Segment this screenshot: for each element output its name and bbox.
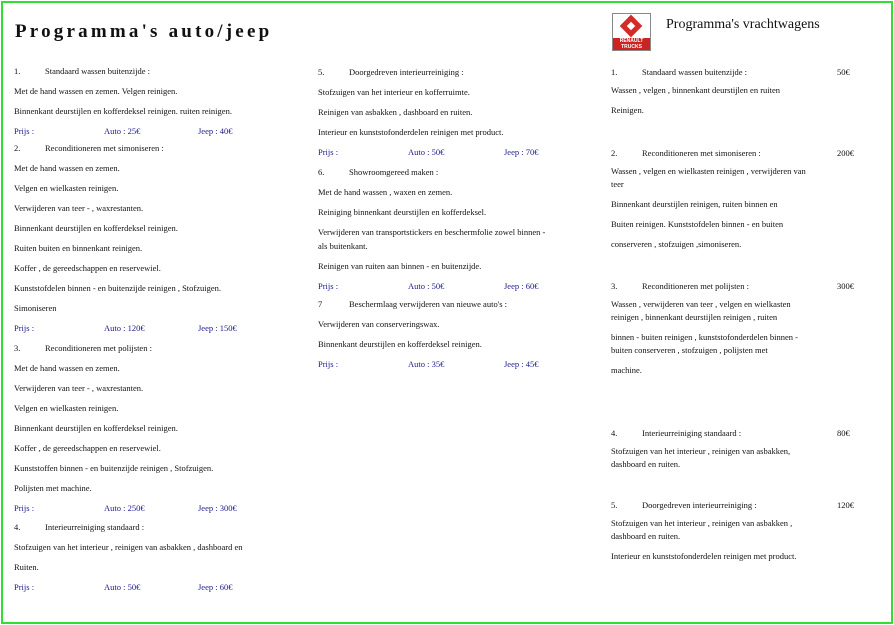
price-jeep: Jeep : 150€ (198, 323, 237, 333)
section-line: Reiniging binnenkant deurstijlen en kofferdeksel. (318, 207, 487, 217)
section-number: 2. (611, 148, 618, 158)
price-auto: Auto : 250€ (104, 503, 145, 513)
prijs-label: Prijs : (318, 147, 339, 157)
section-title: Reconditioneren met simoniseren : (642, 148, 761, 158)
section-line: Buiten reinigen. Kunststofdelen binnen - en buiten (611, 219, 784, 229)
section-line: Verwijderen van conserveringswax. (318, 319, 440, 329)
truck-price: 120€ (837, 500, 854, 510)
section-number: 4. (14, 522, 21, 532)
section-line: Verwijderen van teer - , waxrestanten. (14, 203, 144, 213)
section-line: Binnenkant deurstijlen en kofferdeksel reinigen. (14, 423, 178, 433)
section-line: Kunststoffen binnen - en buitenzijde reinigen , Stofzuigen. (14, 463, 214, 473)
price-auto: Auto : 35€ (408, 359, 445, 369)
price-jeep: Jeep : 40€ (198, 126, 233, 136)
price-auto: Auto : 25€ (104, 126, 141, 136)
prijs-label: Prijs : (14, 582, 35, 592)
section-line: Interieur en kunststofonderdelen reinigen met product. (318, 127, 504, 137)
section-title: Beschermlaag verwijderen van nieuwe auto's : (349, 299, 508, 309)
section-line: reinigen , binnenkant deurstijlen reinigen , ruiten (611, 312, 778, 322)
section-title: Standaard wassen buitenzijde : (45, 66, 151, 76)
price-jeep: Jeep : 60€ (198, 582, 233, 592)
section-title: Reconditioneren met polijsten : (45, 343, 152, 353)
section-title: Reconditioneren met polijsten : (642, 281, 749, 291)
section-line: Verwijderen van teer - , waxrestanten. (14, 383, 144, 393)
section-title: Doorgedreven interieurreiniging : (349, 67, 464, 77)
price-auto: Auto : 50€ (104, 582, 141, 592)
section-line: dashboard en ruiten. (611, 459, 681, 469)
section-line: Velgen en wielkasten reinigen. (14, 403, 119, 413)
section-number: 2. (14, 143, 21, 153)
logo-text: RENAULT TRUCKS (613, 38, 650, 50)
price-jeep: Jeep : 60€ (504, 281, 539, 291)
section-line: Ruiten buiten en binnenkant reinigen. (14, 243, 143, 253)
prijs-label: Prijs : (318, 281, 339, 291)
price-jeep: Jeep : 45€ (504, 359, 539, 369)
section-number: 7 (318, 299, 323, 309)
section-line: Koffer , de gereedschappen en reservewiel. (14, 443, 161, 453)
section-line: Stofzuigen van het interieur en kofferruimte. (318, 87, 470, 97)
section-number: 3. (14, 343, 21, 353)
section-line: Koffer , de gereedschappen en reservewiel. (14, 263, 161, 273)
section-line: Met de hand wassen en zemen. Velgen reinigen. (14, 86, 178, 96)
section-line: als buitenkant. (318, 241, 368, 251)
section-line: buiten conserveren , stofzuigen , polijsten met (611, 345, 768, 355)
section-number: 5. (318, 67, 325, 77)
section-line: Ruiten. (14, 562, 39, 572)
section-line: binnen - buiten reinigen , kunststofonderdelen binnen - (611, 332, 798, 342)
prijs-label: Prijs : (14, 323, 35, 333)
page-title-vrachtwagens: Programma's vrachtwagens (666, 17, 820, 32)
section-line: Reinigen. (611, 105, 644, 115)
section-title: Reconditioneren met simoniseren : (45, 143, 164, 153)
price-jeep: Jeep : 300€ (198, 503, 237, 513)
section-line: Simoniseren (14, 303, 57, 313)
section-line: dashboard en ruiten. (611, 531, 681, 541)
section-number: 6. (318, 167, 325, 177)
section-title: Showroomgereed maken : (349, 167, 439, 177)
prijs-label: Prijs : (14, 503, 35, 513)
section-line: Stofzuigen van het interieur , reinigen van asbakken , dashboard en (14, 542, 243, 552)
truck-price: 300€ (837, 281, 854, 291)
section-line: Reinigen van asbakken , dashboard en ruiten. (318, 107, 473, 117)
section-number: 1. (14, 66, 21, 76)
section-number: 1. (611, 67, 618, 77)
section-line: teer (611, 179, 624, 189)
renault-trucks-logo (612, 13, 651, 51)
section-line: Reinigen van ruiten aan binnen - en buitenzijde. (318, 261, 482, 271)
section-number: 5. (611, 500, 618, 510)
price-auto: Auto : 50€ (408, 281, 445, 291)
section-line: Met de hand wassen , waxen en zemen. (318, 187, 453, 197)
section-line: Verwijderen van transportstickers en beschermfolie zowel binnen - (318, 227, 546, 237)
section-line: Wassen , velgen en wielkasten reinigen , verwijderen van (611, 166, 806, 176)
truck-price: 50€ (837, 67, 850, 77)
prijs-label: Prijs : (14, 126, 35, 136)
section-line: Stofzuigen van het interieur , reinigen van asbakken , (611, 518, 793, 528)
section-line: Met de hand wassen en zemen. (14, 363, 120, 373)
truck-price: 200€ (837, 148, 854, 158)
section-line: Interieur en kunststofonderdelen reinigen met product. (611, 551, 797, 561)
section-number: 3. (611, 281, 618, 291)
section-title: Interieurreiniging standaard : (642, 428, 742, 438)
section-title: Standaard wassen buitenzijde : (642, 67, 748, 77)
price-auto: Auto : 120€ (104, 323, 145, 333)
page-title-auto-jeep: Programma's auto/jeep (15, 21, 273, 42)
section-title: Doorgedreven interieurreiniging : (642, 500, 757, 510)
section-line: Met de hand wassen en zemen. (14, 163, 120, 173)
prijs-label: Prijs : (318, 359, 339, 369)
section-title: Interieurreiniging standaard : (45, 522, 145, 532)
section-line: conserveren , stofzuigen ,simoniseren. (611, 239, 742, 249)
section-number: 4. (611, 428, 618, 438)
section-line: Wassen , verwijderen van teer , velgen en wielkasten (611, 299, 791, 309)
truck-price: 80€ (837, 428, 850, 438)
section-line: Kunststofdelen binnen - en buitenzijde reinigen , Stofzuigen. (14, 283, 222, 293)
section-line: machine. (611, 365, 642, 375)
section-line: Polijsten met machine. (14, 483, 92, 493)
section-line: Velgen en wielkasten reinigen. (14, 183, 119, 193)
price-auto: Auto : 50€ (408, 147, 445, 157)
section-line: Stofzuigen van het interieur , reinigen van asbakken, (611, 446, 791, 456)
section-line: Binnenkant deurstijlen en kofferdeksel reinigen. (318, 339, 482, 349)
price-jeep: Jeep : 70€ (504, 147, 539, 157)
section-line: Wassen , velgen , binnenkant deurstijlen en ruiten (611, 85, 781, 95)
section-line: Binnenkant deurstijlen en kofferdeksel reinigen. (14, 223, 178, 233)
section-line: Binnenkant deurstijlen en kofferdeksel reinigen. ruiten reinigen. (14, 106, 232, 116)
section-line: Binnenkant deurstijlen reinigen, ruiten binnen en (611, 199, 778, 209)
